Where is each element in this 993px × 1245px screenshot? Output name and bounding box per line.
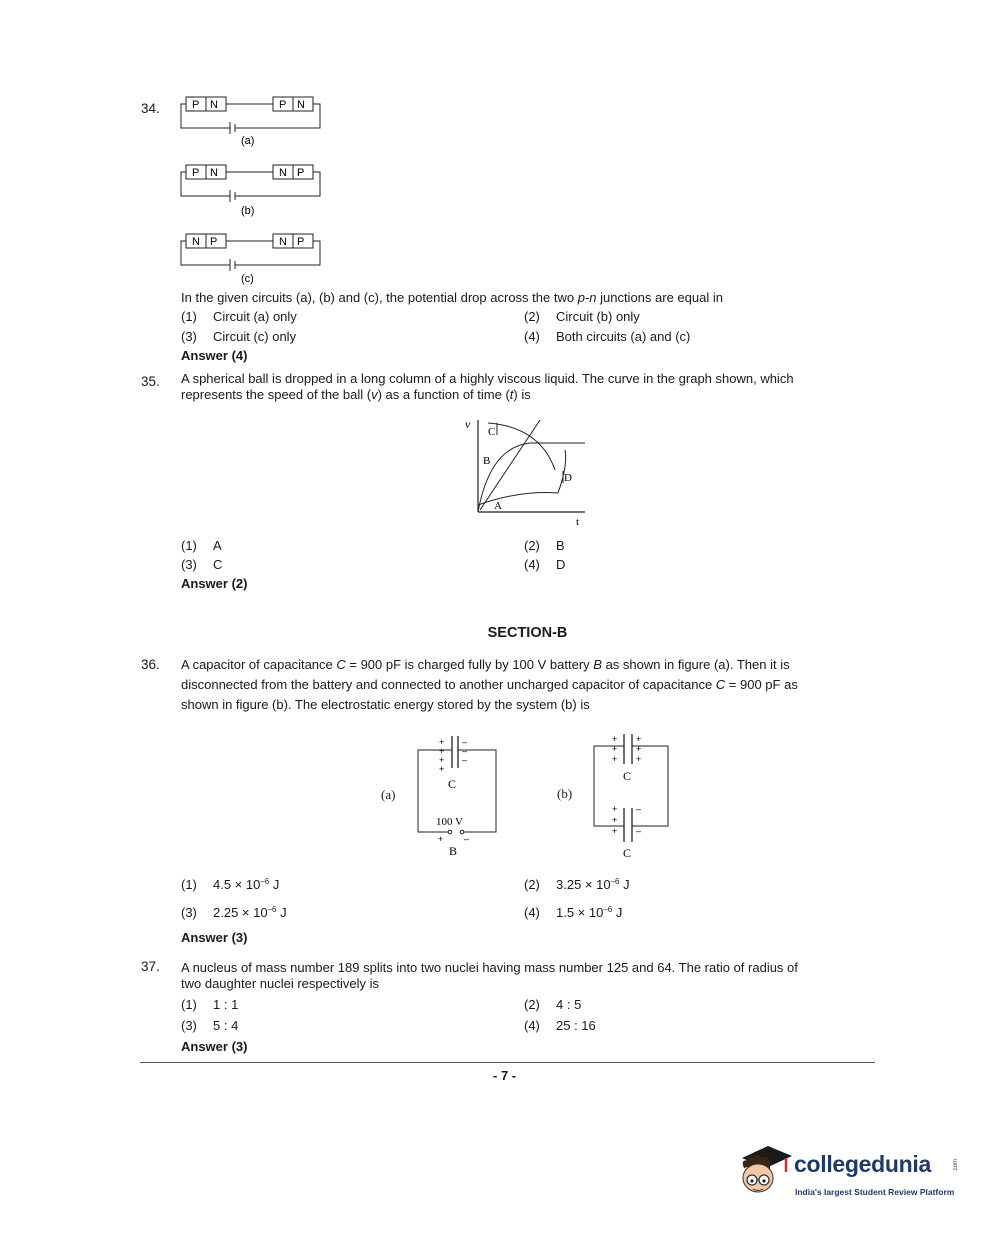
q34b-label: (b): [241, 205, 255, 217]
q37-option-4: (4) 25 : 16: [524, 1018, 596, 1033]
q35-label-c: C: [488, 426, 496, 438]
q36-fig-a-label: (a): [381, 787, 396, 802]
q35-option-1: (1) A: [181, 538, 222, 553]
q34b-l2: N: [210, 167, 218, 179]
brand-suffix: .com: [953, 1159, 959, 1173]
q34-option-1: (1) Circuit (a) only: [181, 309, 297, 324]
q34c-l1: N: [192, 236, 200, 248]
q36-fig-b-label: (b): [557, 786, 573, 801]
q36-fig-b-cap-bottom: C: [623, 846, 632, 860]
svg-text:+: +: [636, 734, 642, 744]
q37-option-1: (1) 1 : 1: [181, 997, 239, 1012]
q37-option-3: (3) 5 : 4: [181, 1018, 239, 1033]
q34-circuit-c: [178, 232, 328, 287]
q34a-r2: N: [297, 99, 305, 111]
q35-line2: represents the speed of the ball (v) as a function of time (t) is: [181, 387, 531, 402]
q34c-l2: P: [210, 236, 218, 248]
q35-option-4: (4) D: [524, 557, 566, 572]
q34a-r1: P: [279, 99, 287, 111]
svg-text:+: +: [636, 744, 642, 754]
q34-answer: Answer (4): [181, 348, 248, 363]
q36-option-3: (3) $2.25 \times 10^{-6}$ J: [181, 905, 287, 920]
q36-figure-a: [412, 730, 502, 860]
q34-question: In the given circuits (a), (b) and (c), the potential drop across the two p-n junctions are equal in: [181, 290, 723, 305]
q35-label-d: D: [564, 472, 572, 484]
q34c-r1: N: [279, 236, 287, 248]
brand-tagline: India's largest Student Review Platform: [795, 1187, 955, 1197]
q36-line1: A capacitor of capacitance C = 900 pF is charged fully by 100 V battery B as shown in figure (a). Then it is: [181, 657, 790, 672]
q34b-r2: P: [297, 167, 305, 179]
svg-text:+: +: [439, 746, 445, 756]
svg-text:–: –: [636, 804, 642, 814]
q35-curve-d: [478, 450, 566, 505]
q34a-label: (a): [241, 135, 255, 147]
svg-text:–: –: [636, 826, 642, 836]
q36-number: 36.: [141, 657, 160, 672]
q37-line1: A nucleus of mass number 189 splits into two nuclei having mass number 125 and 64. The ratio of radius of: [181, 960, 798, 975]
q35-line1: A spherical ball is dropped in a long column of a highly viscous liquid. The curve in the graph shown, which: [181, 371, 794, 386]
svg-text:+: +: [612, 815, 618, 825]
collegedunia-mascot-icon: [734, 1138, 794, 1204]
q37-number: 37.: [141, 959, 160, 974]
svg-text:+: +: [612, 744, 618, 754]
q35-x-label: t: [576, 516, 580, 528]
q34-option-4: (4) Both circuits (a) and (c): [524, 329, 691, 344]
q37-line2: two daughter nuclei respectively is: [181, 976, 379, 991]
q37-option-2: (2) 4 : 5: [524, 997, 582, 1012]
q35-label-a: A: [494, 500, 502, 512]
q35-curve-c: [488, 423, 555, 470]
q35-label-b: B: [483, 455, 491, 467]
q34a-l1: P: [192, 99, 200, 111]
q34b-r1: N: [279, 167, 287, 179]
brand-name: collegedunia: [794, 1151, 931, 1177]
q36-fig-b-cap-top: C: [623, 769, 632, 783]
q36-fig-a-battery: 100 V: [436, 816, 463, 828]
footer-divider: [140, 1062, 875, 1063]
q36-line2: disconnected from the battery and connected to another uncharged capacitor of capacitance C = 900 pF as: [181, 677, 798, 692]
q34-option-2: (2) Circuit (b) only: [524, 309, 640, 324]
svg-text:+: +: [612, 734, 618, 744]
page-number: - 7 -: [493, 1068, 517, 1083]
q34a-l2: N: [210, 99, 218, 111]
svg-text:–: –: [462, 746, 468, 756]
q34c-label: (c): [241, 273, 254, 285]
svg-text:–: –: [462, 737, 468, 747]
q34b-l1: P: [192, 167, 200, 179]
q36-figure-b: [588, 730, 678, 865]
svg-text:+: +: [636, 754, 642, 764]
svg-text:+: +: [438, 834, 444, 844]
q36-option-4: (4) $1.5 \times 10^{-6}$ J: [524, 905, 623, 920]
q36-answer: Answer (3): [181, 930, 248, 945]
q34-number: 34.: [141, 101, 160, 116]
q35-option-2: (2) B: [524, 538, 565, 553]
q35-option-3: (3) C: [181, 557, 223, 572]
q37-answer: Answer (3): [181, 1039, 248, 1054]
q35-graph: [460, 415, 595, 530]
q36-fig-a-battery-name: B: [449, 844, 458, 858]
svg-text:+: +: [439, 737, 445, 747]
q34c-r2: P: [297, 236, 305, 248]
svg-text:+: +: [612, 754, 618, 764]
svg-text:+: +: [612, 804, 618, 814]
q34-option-3: (3) Circuit (c) only: [181, 329, 297, 344]
svg-text:+: +: [612, 826, 618, 836]
q35-number: 35.: [141, 374, 160, 389]
q34-circuit-a: [178, 95, 328, 150]
q36-fig-a-cap: C: [448, 777, 457, 791]
section-heading: SECTION-B: [487, 625, 568, 641]
q35-y-label: v: [465, 417, 471, 431]
svg-text:+: +: [439, 764, 445, 774]
q34-circuit-b: [178, 163, 328, 218]
q36-line3: shown in figure (b). The electrostatic energy stored by the system (b) is: [181, 697, 590, 712]
q36-option-1: (1) $4.5 \times 10^{-6}$ J: [181, 877, 280, 892]
q36-option-2: (2) $3.25 \times 10^{-6}$ J: [524, 877, 630, 892]
svg-text:–: –: [464, 834, 470, 844]
q35-answer: Answer (2): [181, 576, 248, 591]
svg-text:–: –: [462, 755, 468, 765]
svg-text:+: +: [439, 755, 445, 765]
